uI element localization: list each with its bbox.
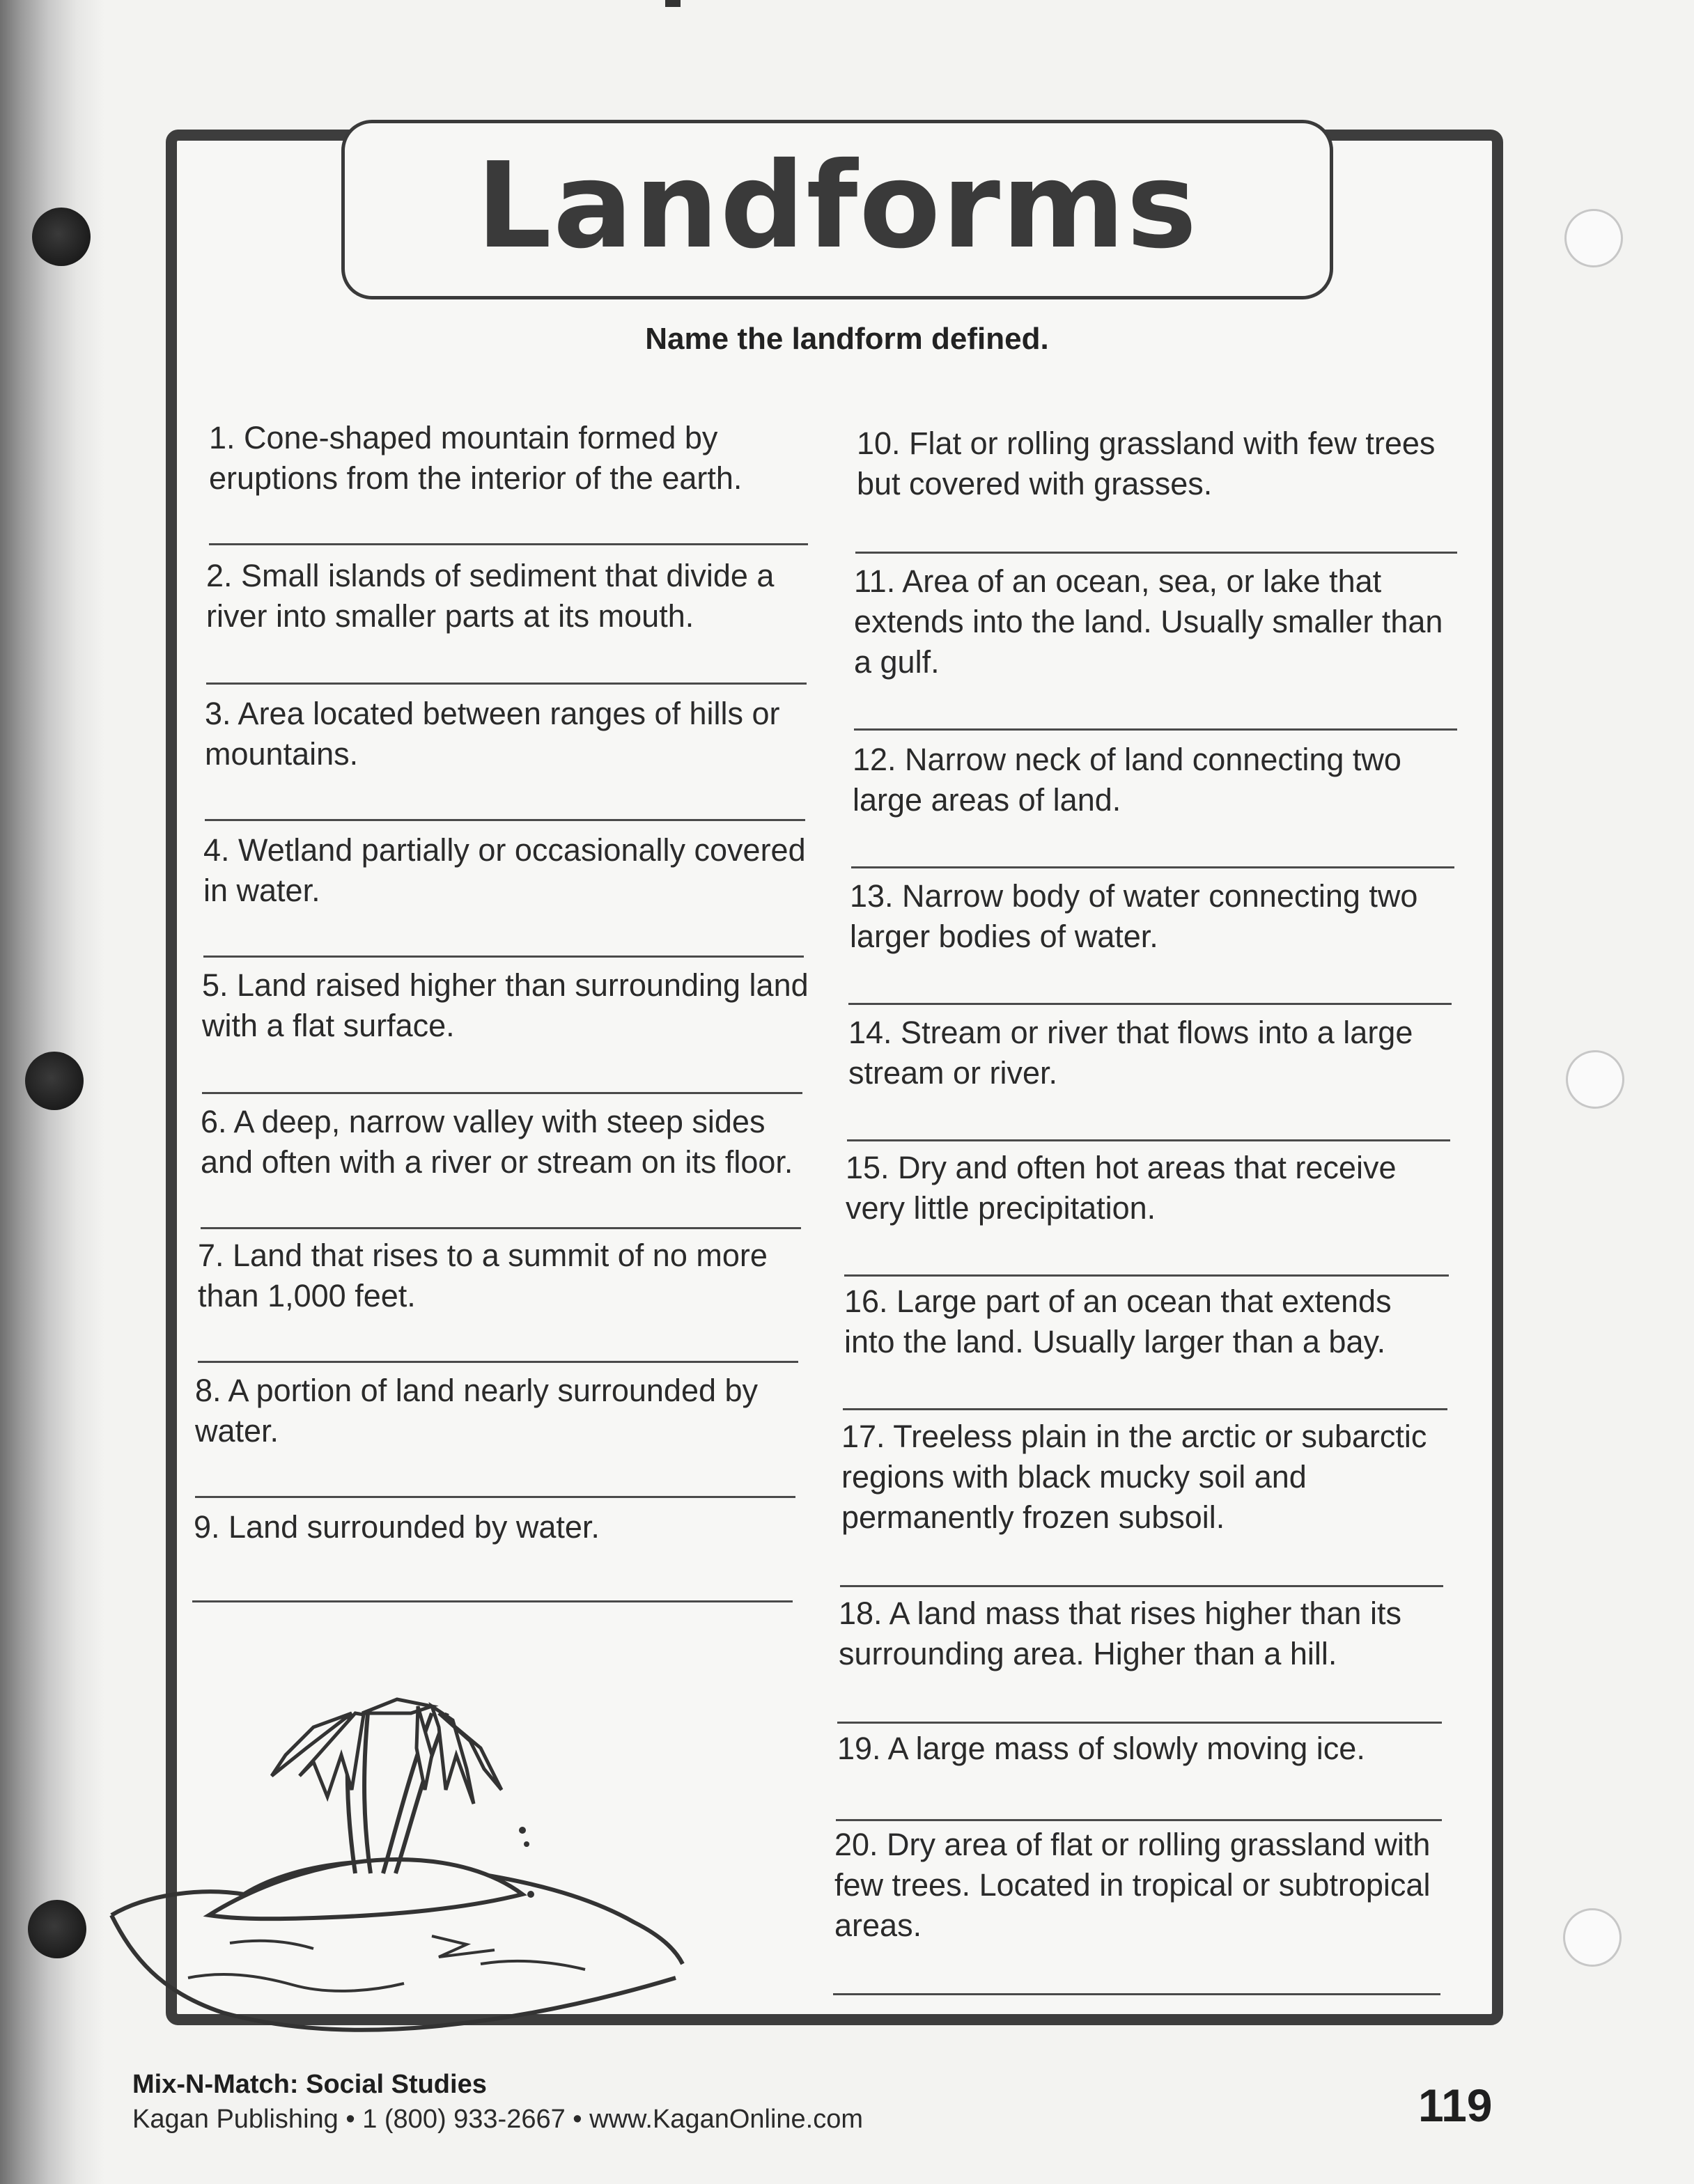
answer-line-11[interactable] bbox=[854, 728, 1457, 731]
palm-island-illustration bbox=[104, 1685, 704, 2041]
binder-hole-bottom-left bbox=[28, 1900, 86, 1958]
answer-line-2[interactable] bbox=[206, 682, 807, 685]
question-15 bbox=[846, 1148, 1445, 1228]
answer-line-12[interactable] bbox=[851, 866, 1454, 868]
answer-line-15[interactable] bbox=[844, 1274, 1449, 1277]
binder-hole-top-right bbox=[1564, 209, 1623, 267]
question-13 bbox=[850, 876, 1449, 957]
answer-line-17[interactable] bbox=[840, 1585, 1443, 1587]
binder-hole-middle-left bbox=[25, 1052, 84, 1110]
binder-hole-top-left bbox=[32, 208, 91, 266]
question-6 bbox=[201, 1102, 814, 1183]
question-14 bbox=[848, 1013, 1447, 1093]
question-10 bbox=[857, 423, 1456, 504]
answer-line-20[interactable] bbox=[833, 1993, 1440, 1995]
page-title: Landforms bbox=[476, 137, 1199, 275]
book-title: Mix-N-Match: Social Studies bbox=[132, 2070, 487, 2099]
question-text: 5. Land raised higher than surrounding land with a flat surface. bbox=[202, 967, 809, 1043]
page-number: 119 bbox=[1418, 2080, 1493, 2131]
scan-mark bbox=[665, 0, 681, 7]
answer-line-1[interactable] bbox=[209, 543, 808, 545]
question-text: 19. A large mass of slowly moving ice. bbox=[837, 1731, 1365, 1766]
question-text: 11. Area of an ocean, sea, or lake that extends into the land. Usually smaller than a gulf. bbox=[854, 563, 1443, 680]
instructions: Name the landform defined. bbox=[645, 322, 1049, 356]
binder-hole-bottom-right bbox=[1563, 1908, 1622, 1967]
question-17 bbox=[841, 1417, 1440, 1538]
question-text: 3. Area located between ranges of hills or mountains. bbox=[205, 696, 780, 772]
question-text: 6. A deep, narrow valley with steep sides and often with a river or stream on its floor. bbox=[201, 1104, 793, 1180]
question-text: 20. Dry area of flat or rolling grassland with few trees. Located in tropical or subtropical areas. bbox=[834, 1827, 1431, 1943]
question-12 bbox=[853, 740, 1452, 820]
question-18 bbox=[839, 1593, 1438, 1674]
question-text: 9. Land surrounded by water. bbox=[194, 1509, 600, 1545]
question-7 bbox=[198, 1235, 811, 1316]
answer-line-8[interactable] bbox=[195, 1496, 795, 1498]
question-1 bbox=[209, 418, 822, 499]
answer-line-16[interactable] bbox=[843, 1408, 1447, 1410]
publisher-info: Kagan Publishing • 1 (800) 933-2667 • www.KaganOnline.com bbox=[132, 2105, 864, 2134]
answer-line-4[interactable] bbox=[203, 956, 804, 958]
question-3 bbox=[205, 694, 818, 774]
question-text: 2. Small islands of sediment that divide a river into smaller parts at its mouth. bbox=[206, 558, 775, 634]
question-text: 4. Wetland partially or occasionally covered in water. bbox=[203, 832, 806, 908]
answer-line-10[interactable] bbox=[855, 552, 1457, 554]
answer-line-5[interactable] bbox=[202, 1092, 802, 1094]
binder-hole-middle-right bbox=[1566, 1050, 1624, 1109]
question-text: 18. A land mass that rises higher than its surrounding area. Higher than a hill. bbox=[839, 1596, 1401, 1671]
answer-line-13[interactable] bbox=[848, 1003, 1452, 1005]
answer-line-7[interactable] bbox=[198, 1361, 798, 1363]
question-8 bbox=[195, 1371, 808, 1451]
question-text: 17. Treeless plain in the arctic or subarctic regions with black mucky soil and permanently frozen subsoil. bbox=[841, 1419, 1427, 1535]
question-4 bbox=[203, 830, 816, 911]
question-11 bbox=[854, 561, 1460, 682]
question-20 bbox=[834, 1825, 1433, 1946]
answer-line-18[interactable] bbox=[837, 1722, 1442, 1724]
question-text: 10. Flat or rolling grassland with few trees but covered with grasses. bbox=[857, 426, 1436, 501]
question-text: 16. Large part of an ocean that extends into the land. Usually larger than a bay. bbox=[844, 1284, 1392, 1359]
answer-line-3[interactable] bbox=[205, 819, 805, 821]
question-text: 13. Narrow body of water connecting two larger bodies of water. bbox=[850, 878, 1418, 954]
question-text: 14. Stream or river that flows into a large stream or river. bbox=[848, 1015, 1413, 1091]
question-16 bbox=[844, 1281, 1443, 1362]
question-text: 7. Land that rises to a summit of no more than 1,000 feet. bbox=[198, 1238, 768, 1313]
question-text: 1. Cone-shaped mountain formed by eruptions from the interior of the earth. bbox=[209, 420, 743, 496]
question-text: 15. Dry and often hot areas that receive very little precipitation. bbox=[846, 1150, 1397, 1226]
question-19 bbox=[837, 1729, 1436, 1769]
answer-line-9[interactable] bbox=[192, 1600, 793, 1602]
question-9 bbox=[194, 1507, 807, 1547]
answer-line-14[interactable] bbox=[847, 1139, 1450, 1141]
answer-line-19[interactable] bbox=[836, 1819, 1442, 1821]
question-text: 12. Narrow neck of land connecting two large areas of land. bbox=[853, 742, 1401, 818]
answer-line-6[interactable] bbox=[201, 1227, 801, 1229]
question-text: 8. A portion of land nearly surrounded by water. bbox=[195, 1373, 759, 1449]
question-2 bbox=[206, 556, 819, 637]
title-banner bbox=[341, 120, 1333, 299]
question-5 bbox=[202, 965, 815, 1046]
